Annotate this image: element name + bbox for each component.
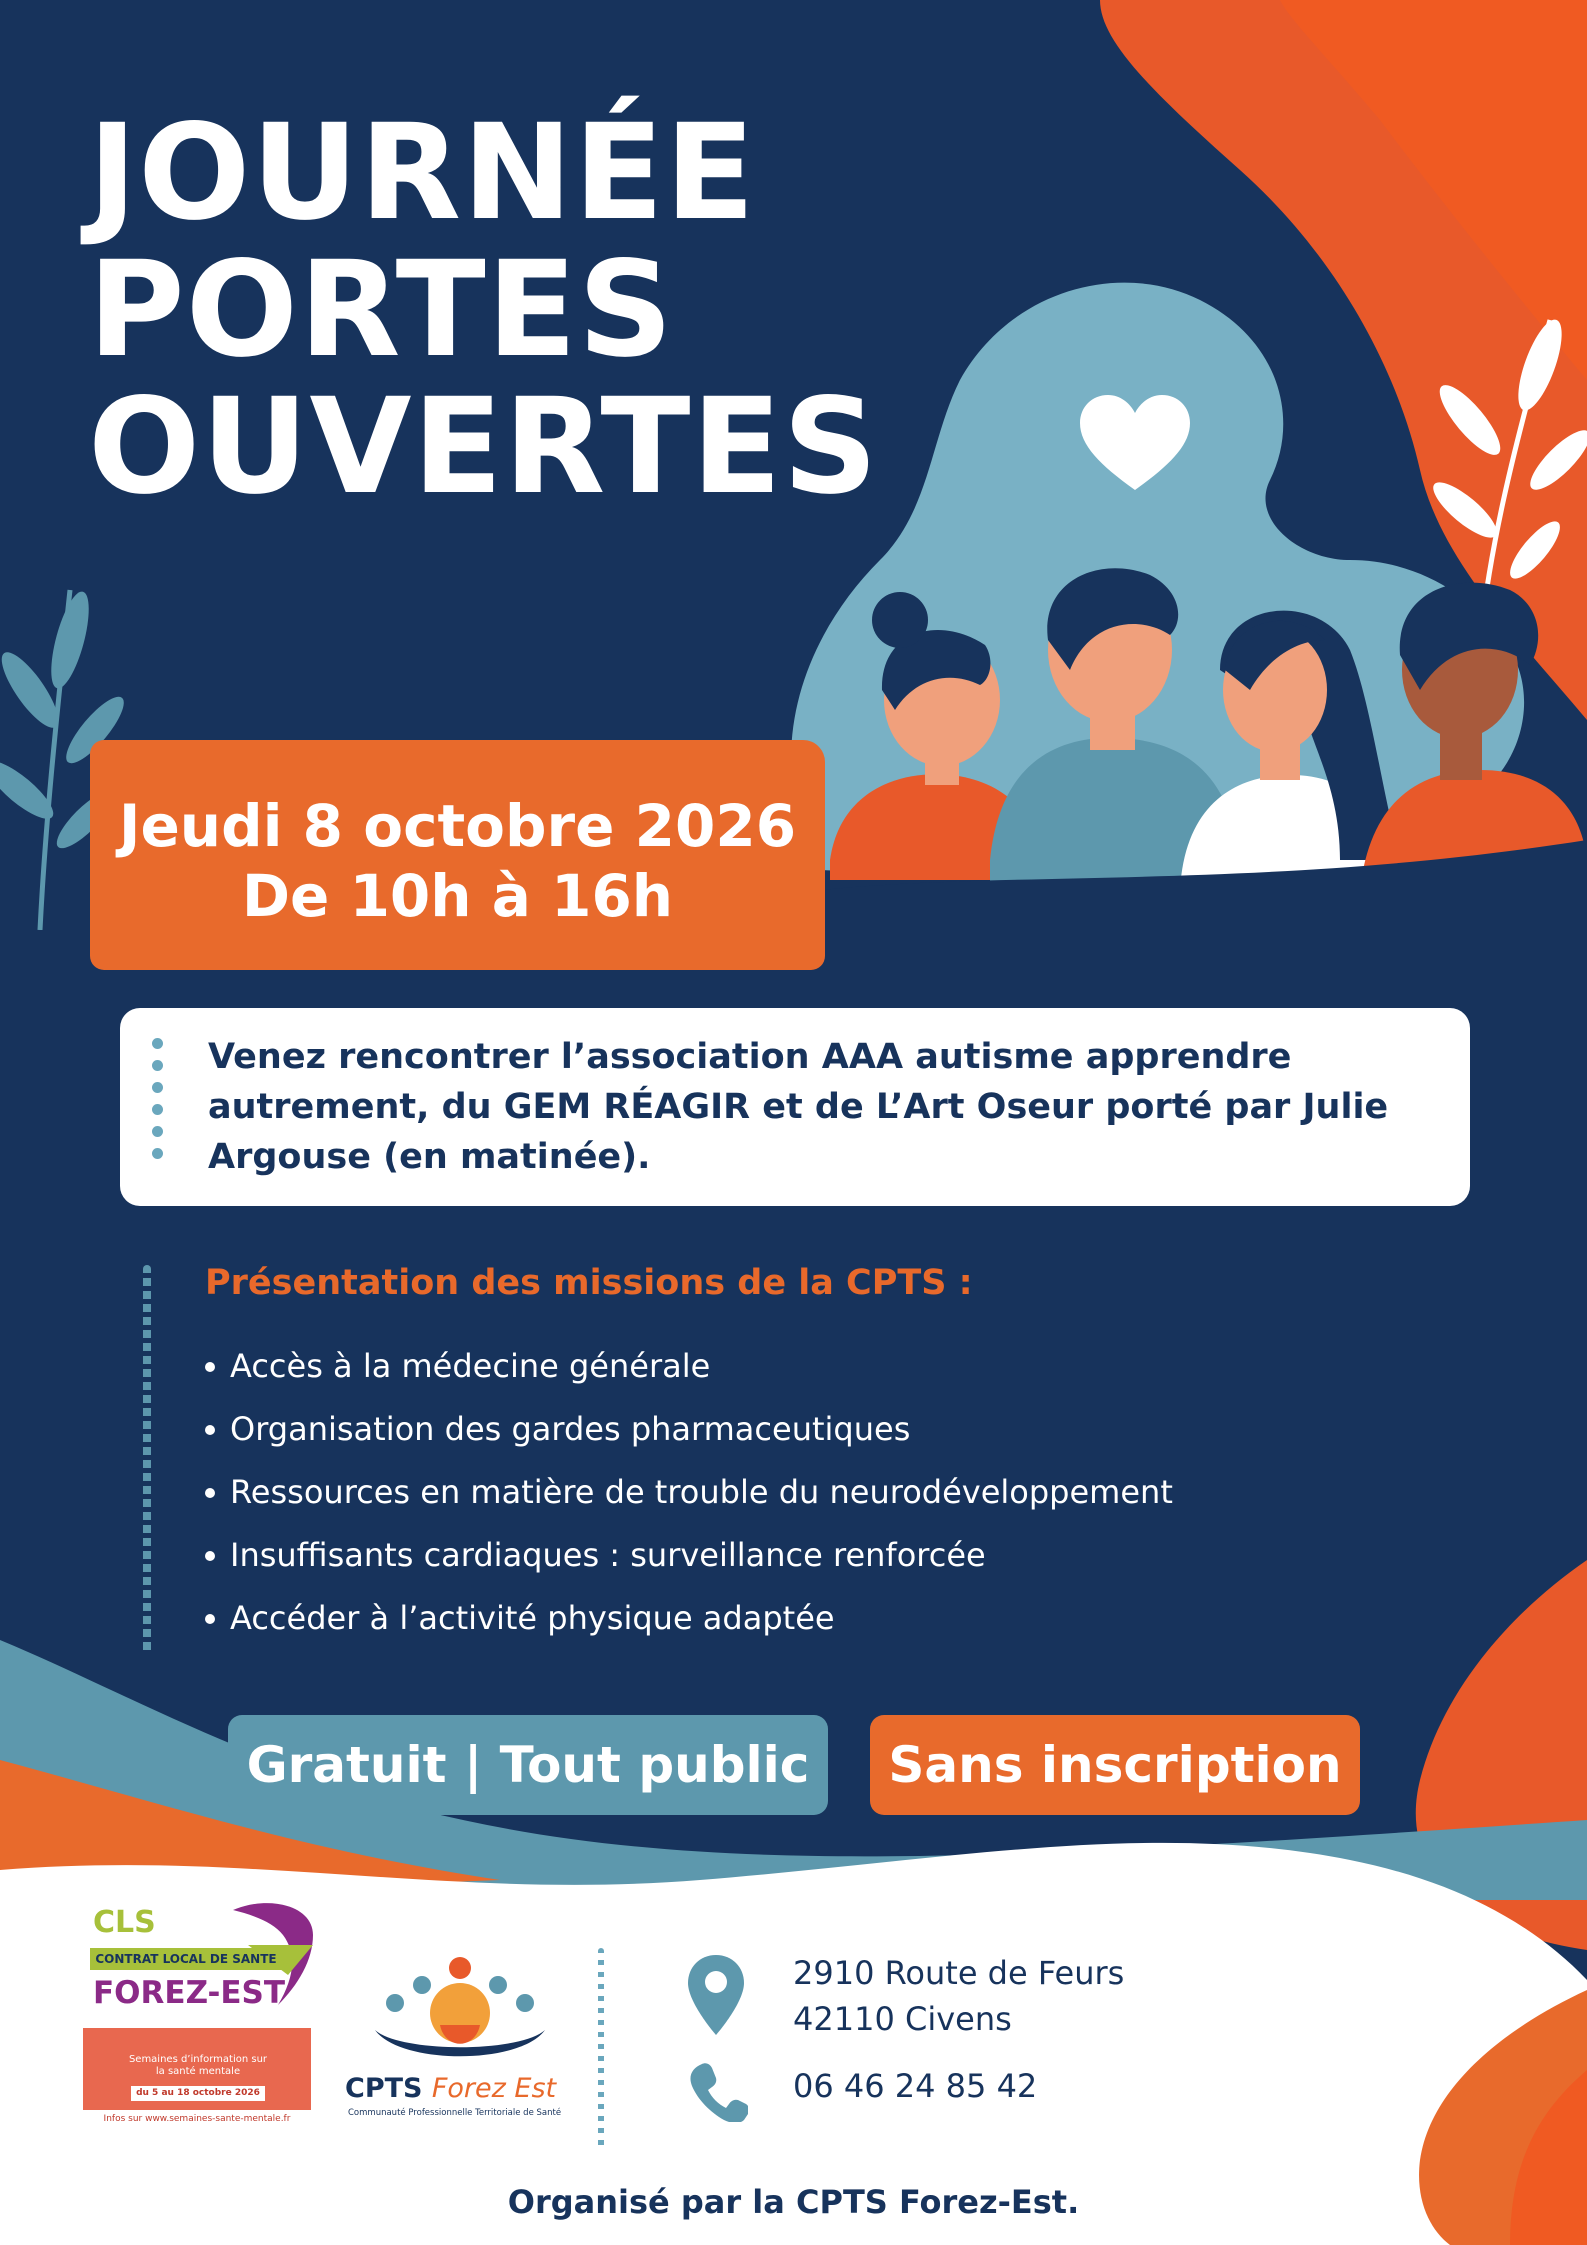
event-date-box (90, 740, 825, 970)
dashed-decoration (143, 1265, 151, 1655)
cls-logo-band: CONTRAT LOCAL DE SANTE (90, 1948, 282, 1970)
ssm-logo-dates: du 5 au 18 octobre 2026 (131, 2086, 265, 2101)
people-illustration (820, 560, 1587, 920)
list-item: Ressources en matière de trouble du neurodéveloppement (230, 1461, 1173, 1524)
page-title (88, 96, 879, 524)
title-line-3: OUVERTES (88, 370, 879, 524)
title-line-1: JOURNÉE (88, 96, 756, 250)
cpts-logo-name: CPTS Forez Est (345, 2073, 557, 2104)
address-line-2: 42110 Civens (793, 2000, 1012, 2038)
missions-title: Présentation des missions de la CPTS : (205, 1263, 973, 1303)
cls-logo-text: CLS (93, 1905, 156, 1940)
cpts-logo (340, 1955, 570, 2125)
intro-box (120, 1008, 1470, 1206)
cls-logo-name: FOREZ-EST (93, 1975, 286, 2011)
ssm-logo-url: Infos sur www.semaines-sante-mentale.fr (83, 2110, 311, 2128)
heart-icon (1080, 395, 1190, 495)
organizer-footer: Organisé par la CPTS Forez-Est. (507, 2183, 1080, 2221)
dotted-decoration (152, 1038, 164, 1170)
address (793, 1950, 1124, 2042)
title-line-2: PORTES (88, 233, 674, 387)
dotted-separator (598, 1948, 604, 2148)
event-hours: De 10h à 16h (241, 862, 674, 930)
address-line-1: 2910 Route de Feurs (793, 1954, 1125, 1992)
list-item: Accéder à l’activité physique adaptée (230, 1587, 1173, 1650)
ssm-logo (83, 2028, 311, 2128)
intro-text: Venez rencontrer l’association AAA autisme apprendre autrement, du GEM RÉAGIR et de L’Art Oseur porté par Julie Argouse (en matinée). (208, 1037, 1389, 1177)
list-item: Accès à la médecine générale (230, 1335, 1173, 1398)
missions-list (230, 1335, 1173, 1650)
cls-logo (88, 1900, 313, 2025)
free-public-badge: Gratuit | Tout public (228, 1715, 828, 1815)
location-pin-icon (688, 1955, 744, 2035)
list-item: Organisation des gardes pharmaceutiques (230, 1398, 1173, 1461)
no-registration-badge: Sans inscription (870, 1715, 1360, 1815)
event-date: Jeudi 8 octobre 2026 (118, 792, 797, 860)
list-item: Insuffisants cardiaques : surveillance renforcée (230, 1524, 1173, 1587)
ssm-logo-text: Semaines d’information sur la santé mentale (128, 2054, 268, 2077)
cpts-logo-subtitle: Communauté Professionnelle Territoriale de Santé (348, 2108, 562, 2118)
phone-icon (688, 2062, 748, 2122)
cpts-emblem-icon (370, 1955, 550, 2070)
phone-number: 06 46 24 85 42 (793, 2067, 1038, 2105)
